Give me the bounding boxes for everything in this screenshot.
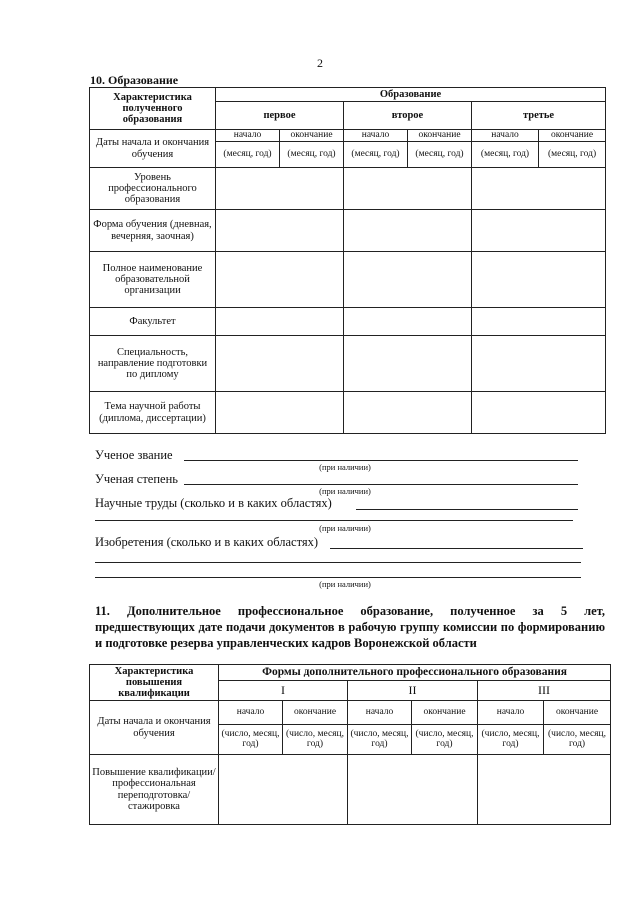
row-dates: Даты начала и окончания обучения: [90, 130, 216, 168]
inventions-label: Изобретения (сколько и в каких областях): [95, 535, 319, 549]
scientific-works-label: Научные труды (сколько и в каких областях): [95, 496, 332, 510]
education-header: Образование: [216, 88, 606, 102]
forms-header: Формы дополнительного профессионального образования: [219, 665, 611, 681]
col-second: второе: [344, 102, 472, 130]
start-label: начало: [216, 130, 280, 142]
start-label: начало: [478, 701, 544, 725]
input-cell[interactable]: [348, 755, 478, 825]
input-cell[interactable]: [344, 392, 472, 434]
start-label: начало: [348, 701, 412, 725]
section-11-title: 11. Дополнительное профессиональное образование, полученное за 5 лет, предшествующих дате подачи документов в рабочую группу комиссии по формированию и подготовке резерва управленческих кадров Воронежской области: [95, 604, 605, 650]
date-hint: (число, месяц, год): [478, 725, 544, 755]
end-label: окончание: [280, 130, 344, 142]
academic-title-label: Ученое звание: [95, 448, 173, 462]
row-organization: Полное наименование образовательной организации: [90, 252, 216, 308]
academic-degree-line[interactable]: [184, 484, 578, 485]
start-label: начало: [219, 701, 283, 725]
inventions-line-3[interactable]: [95, 577, 581, 578]
row-thesis: Тема научной работы (диплома, диссертации): [90, 392, 216, 434]
input-cell[interactable]: [216, 168, 344, 210]
input-cell[interactable]: [344, 308, 472, 336]
row-faculty: Факультет: [90, 308, 216, 336]
col-iii: III: [478, 681, 611, 701]
inventions-line-2[interactable]: [95, 562, 581, 563]
end-label: окончание: [408, 130, 472, 142]
input-cell[interactable]: [478, 755, 611, 825]
scientific-works-line[interactable]: [356, 509, 578, 510]
end-label: окончание: [283, 701, 348, 725]
row-level: Уровень профессионального образования: [90, 168, 216, 210]
end-label: окончание: [412, 701, 478, 725]
input-cell[interactable]: [472, 392, 606, 434]
page-number: 2: [317, 56, 323, 70]
input-cell[interactable]: [216, 308, 344, 336]
date-hint: (число, месяц, год): [219, 725, 283, 755]
scientific-works-line-2[interactable]: [95, 520, 573, 521]
input-cell[interactable]: [216, 252, 344, 308]
row-form: Форма обучения (дневная, вечерняя, заочная): [90, 210, 216, 252]
if-any-note: (при наличии): [319, 486, 371, 496]
input-cell[interactable]: [472, 168, 606, 210]
end-label: окончание: [544, 701, 611, 725]
input-cell[interactable]: [219, 755, 348, 825]
col-third: третье: [472, 102, 606, 130]
col-ii: II: [348, 681, 478, 701]
month-year-hint: (месяц, год): [344, 142, 408, 168]
additional-education-table: [89, 664, 611, 825]
start-label: начало: [344, 130, 408, 142]
col-first: первое: [216, 102, 344, 130]
input-cell[interactable]: [472, 308, 606, 336]
date-hint: (число, месяц, год): [412, 725, 478, 755]
input-cell[interactable]: [472, 336, 606, 392]
education-table: [89, 87, 606, 434]
month-year-hint: (месяц, год): [216, 142, 280, 168]
if-any-note: (при наличии): [319, 579, 371, 589]
input-cell[interactable]: [344, 210, 472, 252]
input-cell[interactable]: [344, 168, 472, 210]
if-any-note: (при наличии): [319, 523, 371, 533]
input-cell[interactable]: [216, 392, 344, 434]
date-hint: (число, месяц, год): [283, 725, 348, 755]
input-cell[interactable]: [472, 252, 606, 308]
row-dates: Даты начала и окончания обучения: [90, 701, 219, 755]
section-10-title: 10. Образование: [90, 73, 179, 87]
row-qualification: Повышение квалификации/ профессиональная переподготовка/ стажировка: [90, 755, 219, 825]
month-year-hint: (месяц, год): [472, 142, 539, 168]
inventions-line[interactable]: [330, 548, 583, 549]
characteristic-header: Характеристика полученного образования: [90, 88, 216, 130]
row-specialty: Специальность, направление подготовки по диплому: [90, 336, 216, 392]
month-year-hint: (месяц, год): [280, 142, 344, 168]
date-hint: (число, месяц, год): [348, 725, 412, 755]
input-cell[interactable]: [344, 252, 472, 308]
academic-title-line[interactable]: [184, 460, 578, 461]
start-label: начало: [472, 130, 539, 142]
date-hint: (число, месяц, год): [544, 725, 611, 755]
input-cell[interactable]: [216, 210, 344, 252]
end-label: окончание: [539, 130, 606, 142]
academic-degree-label: Ученая степень: [95, 472, 178, 486]
month-year-hint: (месяц, год): [539, 142, 606, 168]
if-any-note: (при наличии): [319, 462, 371, 472]
month-year-hint: (месяц, год): [408, 142, 472, 168]
input-cell[interactable]: [472, 210, 606, 252]
input-cell[interactable]: [216, 336, 344, 392]
characteristic-header: Характеристика повышения квалификации: [90, 665, 219, 701]
col-i: I: [219, 681, 348, 701]
input-cell[interactable]: [344, 336, 472, 392]
